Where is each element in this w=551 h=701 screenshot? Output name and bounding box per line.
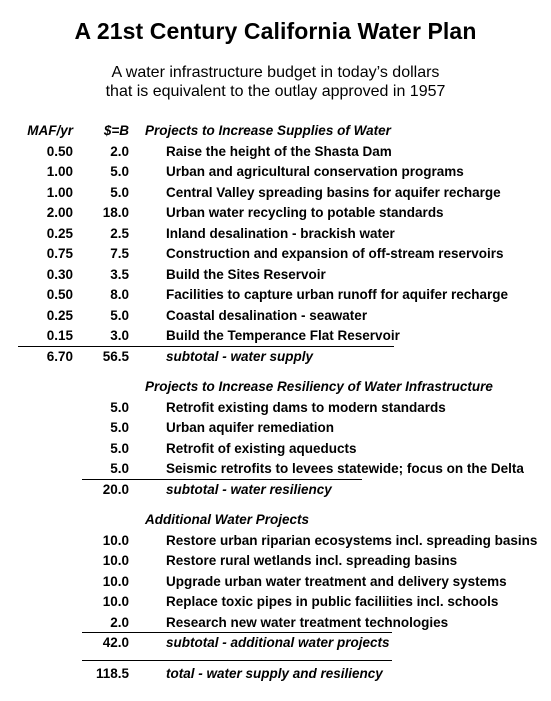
table-row [0,203,551,224]
table-row [0,531,551,552]
project-name: Research new water treatment technologies [166,614,449,630]
table-row [0,592,551,613]
resiliency-subtotal-row [0,480,551,501]
maf-subtotal: 6.70 [46,348,73,364]
cost-value: 10.0 [102,594,129,609]
additional-header-row [0,510,551,531]
maf-value: 2.00 [46,205,73,220]
project-name: Urban and agricultural conservation programs [166,164,464,179]
section-gap [0,654,551,665]
table-row [0,572,551,593]
total-row [0,664,551,685]
table-row [0,326,551,347]
cost-value: 5.0 [110,461,129,476]
maf-column-header: MAF/yr [27,123,73,138]
cost-value: 5.0 [110,440,129,456]
cost-total: 118.5 [95,666,129,681]
table-row [0,418,551,439]
project-name: Build the Temperance Flat Reservoir [166,328,400,343]
project-name: Construction and expansion of off-stream reservoirs [166,246,504,261]
section-gap [0,500,551,510]
cost-subtotal: 20.0 [102,481,129,497]
table-row [0,439,551,460]
supply-subtotal-row [0,347,551,368]
project-name: Build the Sites Reservoir [166,266,326,282]
cost-value: 10.0 [102,532,129,548]
page-title: A 21st Century California Water Plan [74,18,477,44]
table-row [0,265,551,286]
project-name: Restore rural wetlands incl. spreading basins [166,553,458,568]
project-name: Inland desalination - brackish water [166,225,395,241]
resiliency-header-row [0,377,551,398]
table-row [0,551,551,572]
cost-value: 3.5 [110,266,129,282]
header-row [0,121,551,142]
maf-value: 0.50 [46,287,73,302]
maf-value: 0.75 [46,246,73,261]
cost-value: 18.0 [102,205,129,220]
table-row [0,285,551,306]
cost-value: 2.0 [110,614,129,630]
additional-section-header: Additional Water Projects [145,512,310,527]
project-name: Urban water recycling to potable standards [166,205,444,220]
project-name: Seismic retrofits to levees statewide; focus on the Delta [166,461,524,476]
subtotal-label: subtotal - additional water projects [166,635,390,650]
section-gap [0,367,551,377]
project-name: Restore urban riparian ecosystems incl. spreading basins [166,532,538,548]
table-row [0,306,551,327]
project-name: Replace toxic pipes in public faciliities incl. schools [166,594,499,609]
project-name: Retrofit existing dams to modern standards [166,399,446,415]
cost-column-header: $=B [103,123,129,138]
cost-value: 2.5 [110,225,129,241]
maf-value: 0.30 [46,266,73,282]
table-row [0,613,551,634]
table-row [0,162,551,183]
table-row [0,183,551,204]
project-name: Central Valley spreading basins for aquifer recharge [166,184,501,200]
subtitle-line-1: A water infrastructure budget in today’s dollars [111,64,440,81]
table-row [0,398,551,419]
cost-value: 10.0 [102,553,129,568]
cost-subtotal: 56.5 [102,348,129,364]
subtitle-line-2: that is equivalent to the outlay approved in 1957 [105,83,446,100]
cost-value: 5.0 [110,184,129,200]
subtitle [0,63,551,101]
project-name: Upgrade urban water treatment and delivery systems [166,573,507,589]
project-name: Retrofit of existing aqueducts [166,440,357,456]
subtotal-label: subtotal - water supply [166,348,314,364]
cost-value: 3.0 [110,328,129,343]
maf-value: 0.25 [46,225,73,241]
cost-value: 5.0 [110,399,129,415]
table-row [0,459,551,480]
budget-table [0,121,551,685]
project-name: Urban aquifer remediation [166,420,335,435]
project-name: Raise the height of the Shasta Dam [166,143,392,159]
cost-subtotal: 42.0 [102,635,129,650]
cost-value: 5.0 [110,164,129,179]
cost-value: 5.0 [110,420,129,435]
project-name: Facilities to capture urban runoff for aquifer recharge [166,287,509,302]
table-row [0,224,551,245]
cost-value: 2.0 [110,143,129,159]
cost-value: 7.5 [110,246,129,261]
divider [82,660,392,661]
supply-section-header: Projects to Increase Supplies of Water [145,123,391,138]
cost-value: 10.0 [102,573,129,589]
additional-subtotal-row [0,633,551,654]
resiliency-section-header: Projects to Increase Resiliency of Water Infrastructure [145,379,493,394]
maf-value: 0.25 [46,307,73,323]
project-name: Coastal desalination - seawater [166,307,368,323]
maf-value: 1.00 [46,184,73,200]
cost-value: 8.0 [110,287,129,302]
maf-value: 0.15 [46,328,73,343]
table-row [0,142,551,163]
total-label: total - water supply and resiliency [166,666,383,681]
subtotal-label: subtotal - water resiliency [166,481,332,497]
cost-value: 5.0 [110,307,129,323]
maf-value: 1.00 [46,164,73,179]
maf-value: 0.50 [46,143,73,159]
table-row [0,244,551,265]
